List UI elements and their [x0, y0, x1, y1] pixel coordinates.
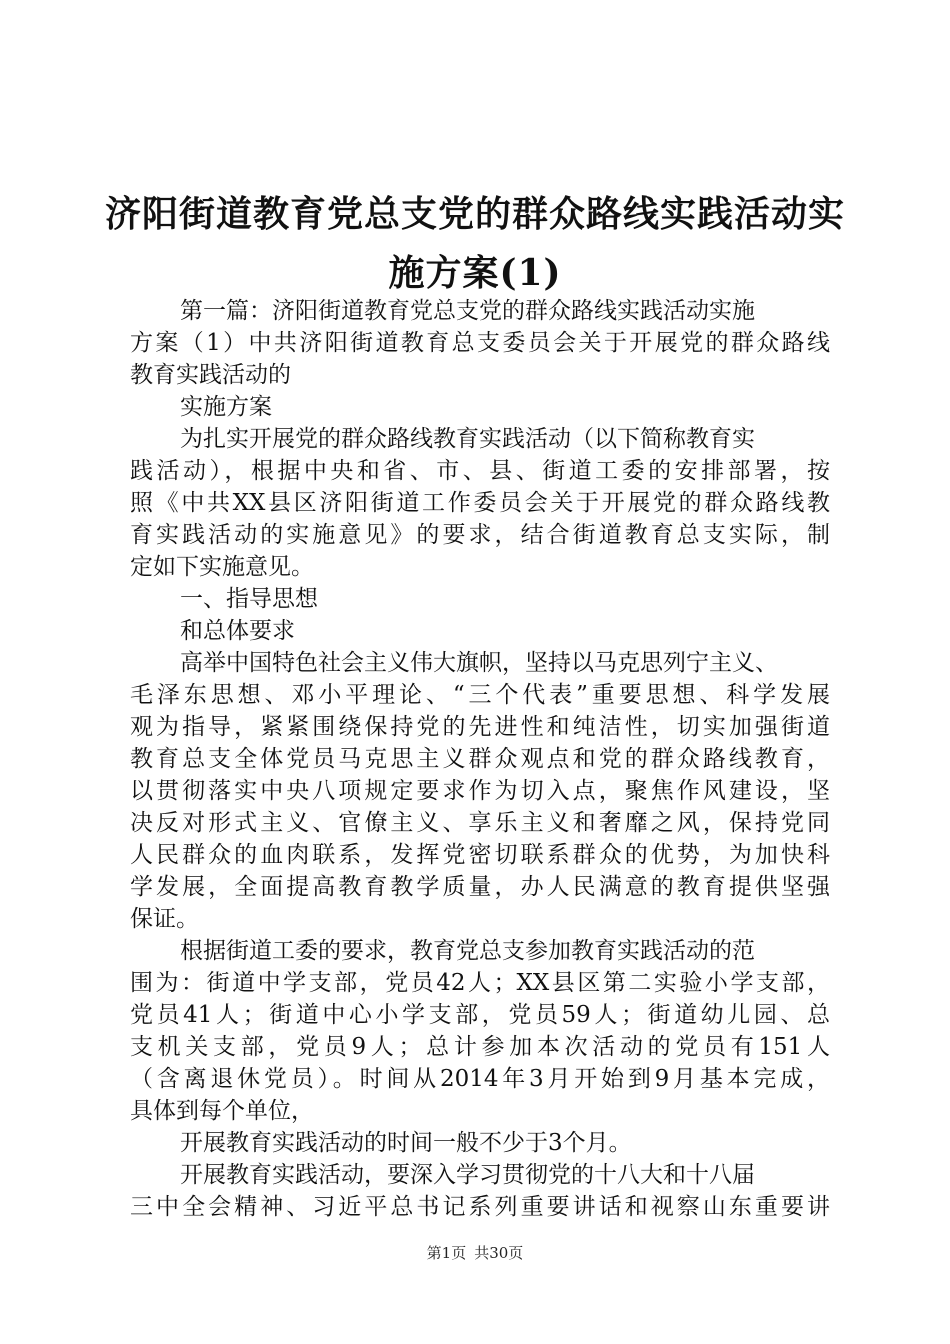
body-line: 观为指导，紧紧围绕保持党的先进性和纯洁性，切实加强街道	[130, 714, 830, 740]
document-title-line-1: 济阳街道教育党总支党的群众路线实践活动实	[104, 193, 845, 235]
body-line: 为扎实开展党的群众路线教育实践活动（以下简称教育实	[180, 426, 755, 452]
body-line: （含离退休党员）。时间从2014年3月开始到9月基本完成，	[130, 1066, 830, 1092]
page-total: 共30页	[474, 1244, 524, 1262]
body-line: 方案（1）中共济阳街道教育总支委员会关于开展党的群众路线	[130, 330, 830, 356]
document-body	[130, 295, 830, 1223]
body-line: 开展教育实践活动，要深入学习贯彻党的十八大和十八届	[180, 1162, 755, 1188]
body-line: 人民群众的血肉联系，发挥党密切联系群众的优势，为加快科	[130, 842, 830, 868]
body-line: 支机关支部，党员9人；总计参加本次活动的党员有151人	[130, 1034, 830, 1060]
body-line: 学发展，全面提高教育教学质量，办人民满意的教育提供坚强	[130, 874, 830, 900]
section-heading: 和总体要求	[180, 618, 295, 644]
body-line: 定如下实施意见。	[130, 554, 314, 580]
body-line: 照《中共XX县区济阳街道工作委员会关于开展党的群众路线教	[130, 490, 830, 516]
body-line: 高举中国特色社会主义伟大旗帜，坚持以马克思列宁主义、	[180, 650, 778, 676]
body-line: 育实践活动的实施意见》的要求，结合街道教育总支实际，制	[130, 522, 830, 548]
body-line: 教育实践活动的	[130, 362, 291, 388]
body-line: 具体到每个单位，	[130, 1098, 314, 1124]
page-number: 第1页	[426, 1244, 467, 1262]
section-heading: 一、指导思想	[180, 586, 318, 612]
body-line: 实施方案	[180, 394, 272, 420]
body-line: 教育总支全体党员马克思主义群众观点和党的群众路线教育，	[130, 746, 830, 772]
body-line: 保证。	[130, 906, 199, 932]
body-line: 决反对形式主义、官僚主义、享乐主义和奢靡之风，保持党同	[130, 810, 830, 836]
body-line: 开展教育实践活动的时间一般不少于3个月。	[180, 1130, 632, 1156]
body-line: 三中全会精神、习近平总书记系列重要讲话和视察山东重要讲	[130, 1194, 830, 1220]
body-line: 围为：街道中学支部，党员42人；XX县区第二实验小学支部，	[130, 970, 830, 996]
body-line: 践活动），根据中央和省、市、县、街道工委的安排部署，按	[130, 458, 830, 484]
body-line: 根据街道工委的要求，教育党总支参加教育实践活动的范	[180, 938, 755, 964]
body-line: 党员41人；街道中心小学支部，党员59人；街道幼儿园、总	[130, 1002, 830, 1028]
document-title-line-2: 施方案(1)	[388, 252, 562, 294]
body-line: 以贯彻落实中央八项规定要求作为切入点，聚焦作风建设，坚	[130, 778, 830, 804]
body-line: 毛泽东思想、邓小平理论、“三个代表”重要思想、科学发展	[130, 682, 830, 708]
page-footer	[0, 1242, 950, 1263]
body-line: 第一篇：济阳街道教育党总支党的群众路线实践活动实施	[180, 298, 755, 324]
